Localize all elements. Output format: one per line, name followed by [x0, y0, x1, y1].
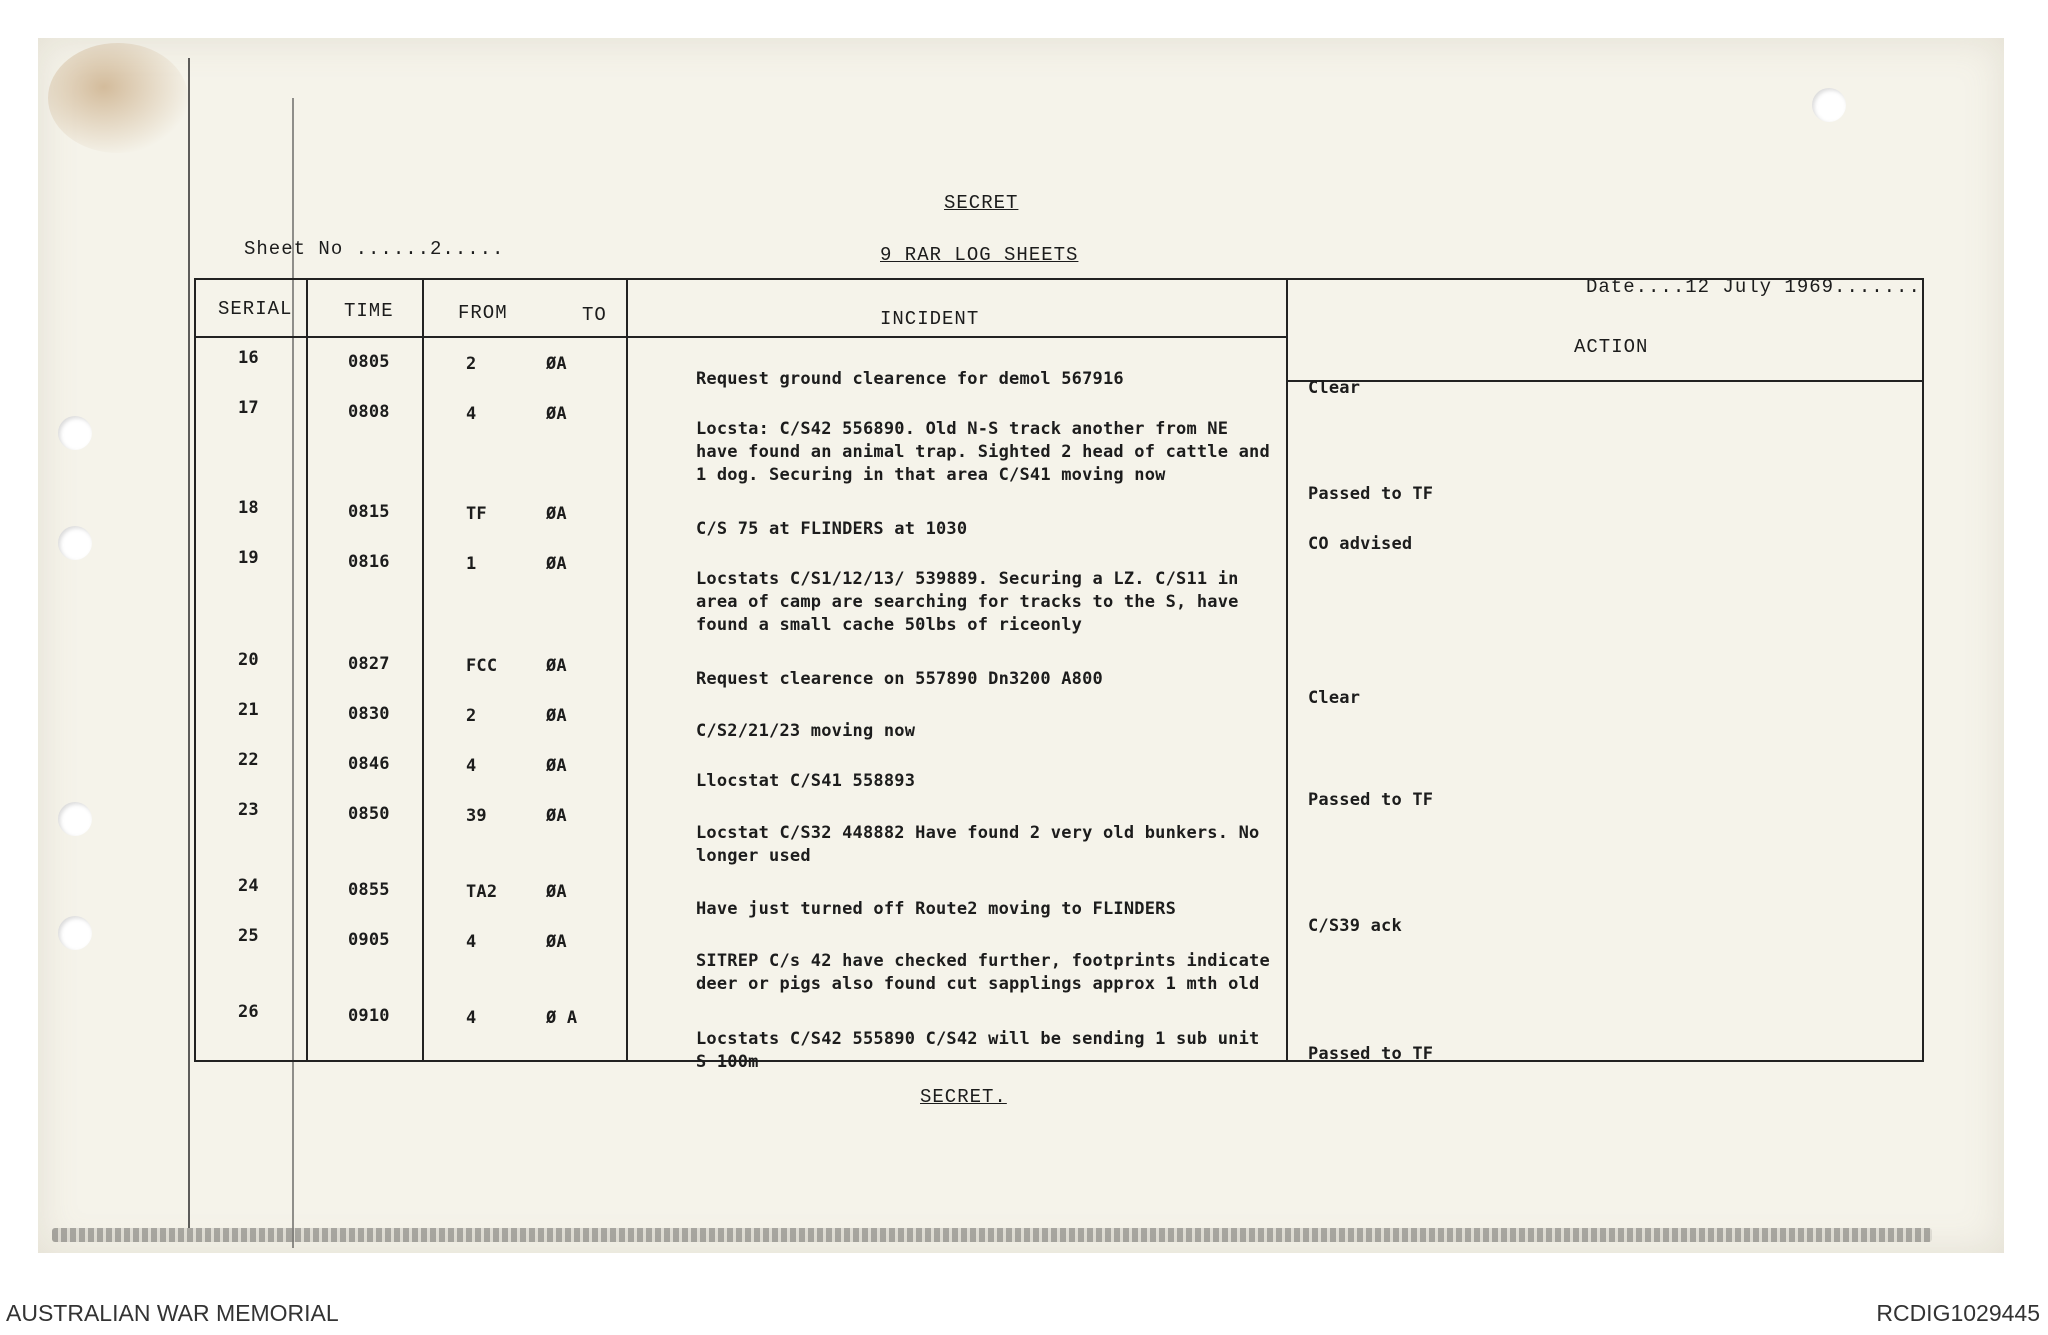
- row-action: Passed to TF: [1308, 790, 1434, 810]
- row-to: ØA: [546, 404, 567, 424]
- row-from: 4: [466, 404, 477, 424]
- col-divider: [1286, 280, 1288, 1060]
- edge-smudge: [52, 1228, 1932, 1242]
- row-incident: C/S2/21/23 moving now: [696, 721, 916, 741]
- row-from: TF: [466, 504, 487, 524]
- row-to: ØA: [546, 882, 567, 902]
- row-to: ØA: [546, 504, 567, 524]
- row-incident: Have just turned off Route2 moving to FLINDERS: [696, 899, 1177, 919]
- fold-line: [188, 58, 190, 1228]
- col-header-time: TIME: [344, 300, 394, 322]
- row-time: 0910: [348, 1006, 390, 1026]
- row-time: 0850: [348, 804, 390, 824]
- paper-stain: [48, 43, 188, 153]
- col-header-incident: INCIDENT: [880, 308, 980, 330]
- row-to: ØA: [546, 554, 567, 574]
- row-action: C/S39 ack: [1308, 916, 1402, 936]
- row-time: 0815: [348, 502, 390, 522]
- row-to: ØA: [546, 756, 567, 776]
- row-incident: Request clearence on 557890 Dn3200 A800: [696, 669, 1103, 689]
- log-date: Date....12 July 1969.......: [1586, 276, 1921, 298]
- punch-hole: [58, 916, 92, 950]
- row-action: CO advised: [1308, 534, 1413, 554]
- row-incident: Locstat C/S32 448882 Have found 2 very old bunkers. No longer used: [696, 823, 1260, 866]
- row-action: Clear: [1308, 688, 1361, 708]
- row-from: 4: [466, 932, 477, 952]
- row-incident: Request ground clearence for demol 567916: [696, 369, 1124, 389]
- row-action: Passed to TF: [1308, 1044, 1434, 1064]
- row-time: 0855: [348, 880, 390, 900]
- row-incident: Llocstat C/S41 558893: [696, 771, 916, 791]
- sheet-number: Sheet No ......2.....: [244, 238, 505, 260]
- row-from: FCC: [466, 656, 498, 676]
- col-divider: [422, 280, 424, 1060]
- row-serial: 26: [238, 1002, 259, 1022]
- col-divider: [306, 280, 308, 1060]
- row-from: 1: [466, 554, 477, 574]
- row-serial: 23: [238, 800, 259, 820]
- row-serial: 21: [238, 700, 259, 720]
- header-divider: [1286, 380, 1922, 382]
- row-time: 0905: [348, 930, 390, 950]
- row-serial: 18: [238, 498, 259, 518]
- header-divider: [196, 336, 1286, 338]
- row-serial: 16: [238, 348, 259, 368]
- punch-hole: [58, 416, 92, 450]
- punch-hole: [58, 526, 92, 560]
- row-time: 0805: [348, 352, 390, 372]
- row-to: ØA: [546, 706, 567, 726]
- row-serial: 20: [238, 650, 259, 670]
- row-time: 0816: [348, 552, 390, 572]
- row-from: 4: [466, 756, 477, 776]
- page-title: 9 RAR LOG SHEETS: [880, 244, 1079, 266]
- col-header-serial: SERIAL: [218, 298, 293, 320]
- col-header-to: TO: [582, 304, 607, 326]
- row-to: ØA: [546, 656, 567, 676]
- row-time: 0808: [348, 402, 390, 422]
- row-to: Ø A: [546, 1008, 578, 1028]
- row-incident: Locsta: C/S42 556890. Old N-S track another from NE have found an animal trap. Sighted 2 head of cattle and 1 dog. Securing in that area C/S41 moving now: [696, 419, 1270, 485]
- log-table: [194, 278, 1924, 1072]
- col-divider: [626, 280, 628, 1060]
- row-action: Clear: [1308, 378, 1361, 398]
- row-serial: 17: [238, 398, 259, 418]
- row-serial: 19: [238, 548, 259, 568]
- row-from: TA2: [466, 882, 498, 902]
- row-incident: Locstats C/S42 555890 C/S42 will be sending 1 sub unit S 100m: [696, 1029, 1260, 1072]
- row-incident: SITREP C/s 42 have checked further, footprints indicate deer or pigs also found cut sapplings approx 1 mth old: [696, 951, 1270, 994]
- row-to: ØA: [546, 354, 567, 374]
- row-serial: 22: [238, 750, 259, 770]
- col-header-from: FROM: [458, 302, 508, 324]
- row-action: Passed to TF: [1308, 484, 1434, 504]
- punch-hole: [58, 802, 92, 836]
- row-from: 4: [466, 1008, 477, 1028]
- row-from: 39: [466, 806, 487, 826]
- row-serial: 25: [238, 926, 259, 946]
- row-time: 0830: [348, 704, 390, 724]
- row-incident: C/S 75 at FLINDERS at 1030: [696, 519, 968, 539]
- col-header-action: ACTION: [1574, 336, 1649, 358]
- row-time: 0846: [348, 754, 390, 774]
- classification-bottom: SECRET.: [920, 1086, 1007, 1108]
- row-serial: 24: [238, 876, 259, 896]
- row-from: 2: [466, 354, 477, 374]
- row-from: 2: [466, 706, 477, 726]
- row-to: ØA: [546, 806, 567, 826]
- row-incident: Locstats C/S1/12/13/ 539889. Securing a LZ. C/S11 in area of camp are searching for tracks to the S, have found a small cache 50lbs of riceonly: [696, 569, 1239, 635]
- punch-hole: [1812, 88, 1846, 122]
- footer-record-id: RCDIG1029445: [1876, 1300, 2040, 1326]
- footer-source: AUSTRALIAN WAR MEMORIAL: [6, 1300, 339, 1326]
- classification-top: SECRET: [944, 192, 1019, 214]
- row-time: 0827: [348, 654, 390, 674]
- row-to: ØA: [546, 932, 567, 952]
